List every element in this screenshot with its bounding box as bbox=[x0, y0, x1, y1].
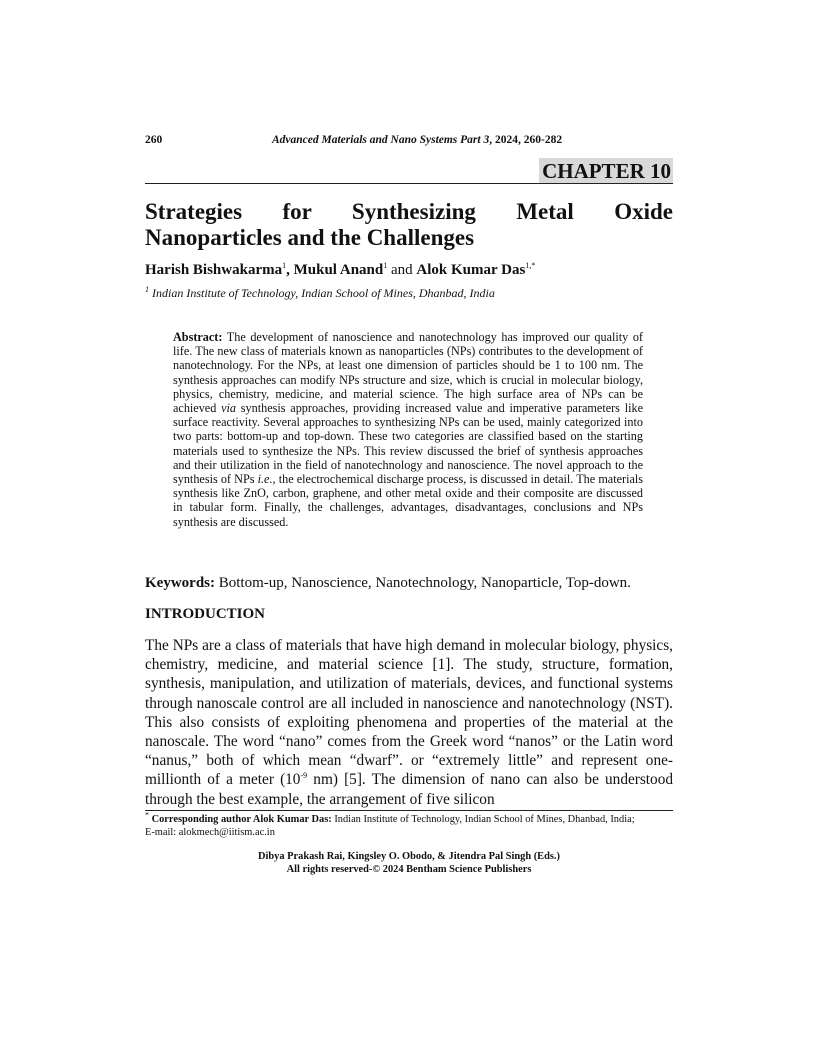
introduction-paragraph bbox=[145, 636, 673, 809]
chapter-title bbox=[145, 199, 673, 251]
title-line-1: Strategies for Synthesizing Metal Oxide bbox=[145, 199, 673, 224]
keywords-text: Bottom-up, Nanoscience, Nanotechnology, Nanoparticle, Top-down. bbox=[215, 575, 631, 591]
footnote-mark: * bbox=[145, 810, 149, 820]
abstract bbox=[173, 330, 643, 529]
journal-volume-pages: , 2024, 260-282 bbox=[489, 134, 563, 146]
title-line-2: Nanoparticles and the Challenges bbox=[145, 225, 475, 250]
author-affil-mark: 1 bbox=[282, 261, 287, 270]
editors-credit bbox=[145, 851, 673, 876]
intro-text: The NPs are a class of materials that have high demand in molecular biology, physics, chemistry, medicine, and material science [1]. The study, structure, formation, synthesis, manipulation, and utilization of materials, devices, and functional systems through nanoscale control are all included in nanoscience and nanotechnology (NST). This also consists of exploiting phenomena and properties of the material at the nanoscale. The word “nano” comes from the Greek word “nanos” or the Latin word “nanus,” both of which mean “dwarf”. or “extremely little” and represent one-millionth of a meter (10 bbox=[145, 637, 673, 789]
affiliation-mark: 1 bbox=[145, 285, 149, 294]
page-number: 260 bbox=[145, 134, 163, 146]
keywords bbox=[145, 575, 631, 592]
abstract-text: , the electrochemical discharge process, is discussed in detail. The materials synthesis like ZnO, carbon, graphene, and other metal oxide and their composite are discussed in tabular form. Finally, the challenges, advantages, disadvantages, conclusions and NPs synthesis are discussed. bbox=[173, 472, 644, 529]
chapter-label: CHAPTER 10 bbox=[539, 158, 673, 183]
footnote-rule bbox=[145, 810, 673, 811]
author-sep: , bbox=[286, 262, 294, 278]
footnote bbox=[145, 810, 673, 839]
intro-text: nm) [5]. The dimension of nano can also be understood through the best example, the arrangement of five silicon bbox=[145, 771, 673, 808]
abstract-text-italic: i.e. bbox=[257, 472, 273, 487]
author-name: Alok Kumar Das bbox=[416, 262, 526, 278]
author-name: Harish Bishwakarma bbox=[145, 262, 283, 278]
abstract-text: The development of nanoscience and nanotechnology has improved our quality of life. The new class of materials known as nanoparticles (NPs) contributes to the development of nanotechnology. For the NPs, at least one dimension of particles should be 1 to 100 nm. The synthesis approaches can modify NPs structure and size, which is crucial in molecular biology, physics, chemistry, medicine, and material science. The high surface area of NPs can be achieved bbox=[173, 330, 643, 416]
chapter-label-container bbox=[145, 158, 673, 183]
editors-line: Dibya Prakash Rai, Kingsley O. Obodo, & Jitendra Pal Singh (Eds.) bbox=[258, 851, 560, 862]
footnote-text: Indian Institute of Technology, Indian School of Mines, Dhanbad, India; bbox=[331, 814, 635, 825]
footnote-email: E-mail: alokmech@iitism.ac.in bbox=[145, 826, 275, 838]
section-heading: INTRODUCTION bbox=[145, 606, 266, 622]
abstract-text-italic: via bbox=[221, 401, 236, 416]
chapter-rule bbox=[145, 183, 673, 184]
author-sep: and bbox=[387, 262, 417, 278]
author-affil-mark: 1,* bbox=[525, 261, 536, 270]
author-name: Mukul Anand bbox=[293, 262, 384, 278]
abstract-text: synthesis approaches, providing increased value and imperative parameters like surface reactivity. Several approaches to synthesizing NPs can be used, mainly categorized into two parts: bottom-up and top-down. These two categories are classified based on the starting materials used to synthesize the NPs. This review discussed the brief of synthesis approaches and their utilization in the field of nanotechnology and nanoscience. The novel approach to the synthesis of NPs bbox=[173, 401, 643, 487]
copyright-line: All rights reserved-© 2024 Bentham Science Publishers bbox=[286, 863, 532, 875]
journal-name: Advanced Materials and Nano Systems Part 3 bbox=[272, 134, 490, 146]
abstract-label: Abstract: bbox=[173, 330, 223, 344]
keywords-label: Keywords: bbox=[145, 575, 215, 591]
author-list bbox=[145, 262, 535, 279]
exponent: -9 bbox=[300, 771, 308, 781]
affiliation-text: Indian Institute of Technology, Indian School of Mines, Dhanbad, India bbox=[149, 286, 495, 300]
affiliation bbox=[145, 286, 495, 301]
author-affil-mark: 1 bbox=[383, 261, 388, 270]
footnote-label: Corresponding author Alok Kumar Das: bbox=[149, 814, 332, 825]
running-header bbox=[272, 134, 562, 146]
